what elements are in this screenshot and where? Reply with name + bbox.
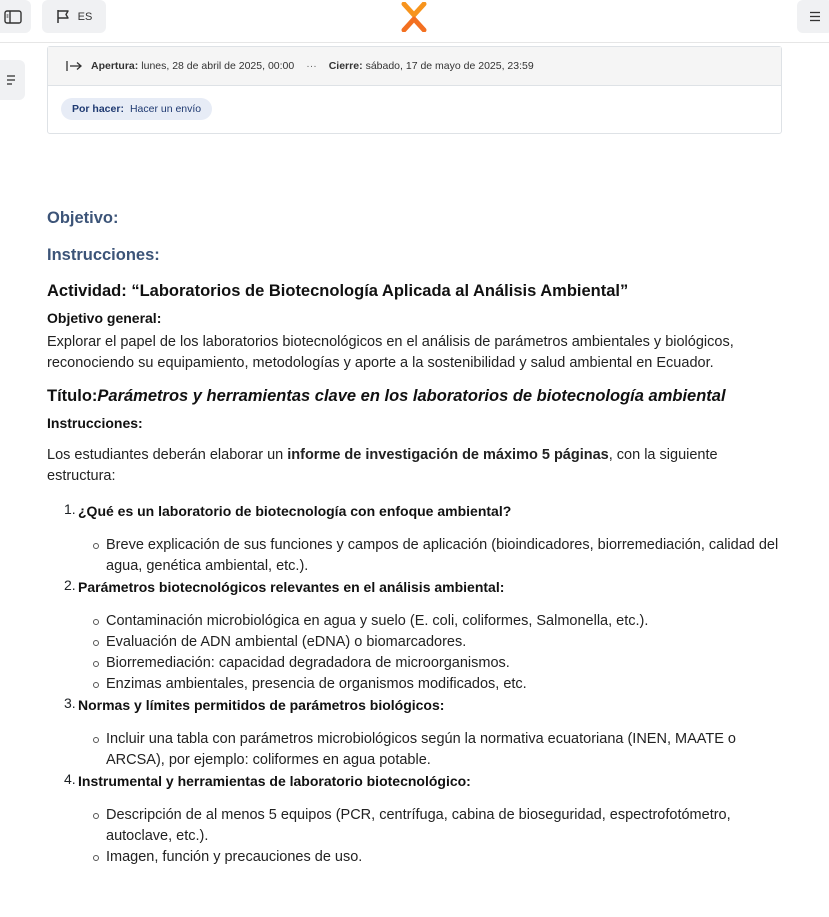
dates-row xyxy=(48,47,781,86)
bullet-item: Descripción de al menos 5 equipos (PCR, centrífuga, cabina de bioseguridad, espectrofotómetro, autoclave, etc.). xyxy=(78,805,787,847)
intro-paragraph xyxy=(47,445,787,487)
item-bullets xyxy=(78,729,787,771)
language-code: ES xyxy=(77,10,93,23)
intro-pre: Los estudiantes deberán elaborar un xyxy=(47,447,288,463)
bullet-item: Imagen, función y precauciones de uso. xyxy=(78,847,787,868)
todo-label: Por hacer: xyxy=(72,103,124,115)
bullet-item: Incluir una tabla con parámetros microbiológicos según la normativa ecuatoriana (INEN, MAATE o ARCSA), por ejemplo: coliformes en agua potable. xyxy=(78,729,787,771)
item-title: Parámetros biotecnológicos relevantes en el análisis ambiental: xyxy=(78,579,505,595)
intro-post: , con la siguiente estructura: xyxy=(47,447,718,484)
titulo-heading xyxy=(47,387,787,406)
objetivo-general-text: Explorar el papel de los laboratorios biotecnológicos en el análisis de parámetros ambientales y biológicos, reconociendo su equipamiento, metodologías y aporte a la sostenibilidad y salud ambiental en Ecuador. xyxy=(47,334,734,371)
flag-icon xyxy=(56,9,70,24)
objetivo-general-heading: Objetivo general: xyxy=(47,310,162,326)
structure-item xyxy=(47,771,787,868)
item-bullets xyxy=(78,535,787,577)
sidebar-panel-icon xyxy=(4,10,22,24)
bullet-item: Contaminación microbiológica en agua y suelo (E. coli, coliformes, Salmonella, etc.). xyxy=(78,611,787,632)
bullet-item: Enzimas ambientales, presencia de organismos modificados, etc. xyxy=(78,674,787,695)
structure-item xyxy=(47,577,787,695)
structure-list xyxy=(47,501,787,868)
item-number: 1. xyxy=(64,501,76,517)
menu-button[interactable] xyxy=(797,0,829,33)
item-title: ¿Qué es un laboratorio de biotecnología con enfoque ambiental? xyxy=(78,503,512,519)
item-number: 4. xyxy=(64,771,76,787)
site-logo-icon[interactable] xyxy=(401,2,427,32)
structure-item xyxy=(47,695,787,771)
open-date-label: Apertura: xyxy=(91,60,139,72)
drawer-toggle-button[interactable] xyxy=(0,0,31,33)
instrucciones-heading: Instrucciones: xyxy=(47,246,160,264)
activity-title: Actividad: “Laboratorios de Biotecnología Aplicada al Análisis Ambiental” xyxy=(47,282,629,300)
objetivo-heading: Objetivo: xyxy=(47,209,119,227)
course-index-toggle[interactable] xyxy=(0,60,25,100)
top-navbar xyxy=(0,0,829,43)
bullet-item: Biorremediación: capacidad degradadora de microorganismos. xyxy=(78,653,787,674)
item-title: Normas y límites permitidos de parámetros biológicos: xyxy=(78,697,445,713)
intro-bold: informe de investigación de máximo 5 páginas xyxy=(287,447,609,463)
close-date-value: sábado, 17 de mayo de 2025, 23:59 xyxy=(365,60,534,72)
close-date-label: Cierre: xyxy=(328,60,363,72)
item-number: 2. xyxy=(64,577,76,593)
bullet-item: Breve explicación de sus funciones y campos de aplicación (bioindicadores, biorremediación, calidad del agua, genética ambiental, etc.). xyxy=(78,535,787,577)
language-button[interactable] xyxy=(42,0,106,33)
open-date-value: lunes, 28 de abril de 2025, 00:00 xyxy=(141,60,295,72)
item-title: Instrumental y herramientas de laboratorio biotecnológico: xyxy=(78,773,471,789)
item-bullets xyxy=(78,805,787,868)
todo-value: Hacer un envío xyxy=(129,103,202,115)
bullet-item: Evaluación de ADN ambiental (eDNA) o biomarcadores. xyxy=(78,632,787,653)
todo-badge xyxy=(61,98,212,120)
titulo-label: Título: xyxy=(47,387,98,405)
structure-item xyxy=(47,501,787,577)
item-number: 3. xyxy=(64,695,76,711)
titulo-value: Parámetros y herramientas clave en los laboratorios de biotecnología ambiental xyxy=(97,387,726,405)
dates-separator: ··· xyxy=(306,60,317,72)
activity-dates-card xyxy=(47,46,782,134)
item-bullets xyxy=(78,611,787,695)
todo-row xyxy=(48,86,781,132)
index-list-icon xyxy=(2,74,16,86)
assignment-description xyxy=(47,205,787,868)
instrucciones-subheading: Instrucciones: xyxy=(47,415,143,431)
hamburger-icon xyxy=(809,11,821,22)
arrow-to-bar-icon xyxy=(66,60,83,72)
